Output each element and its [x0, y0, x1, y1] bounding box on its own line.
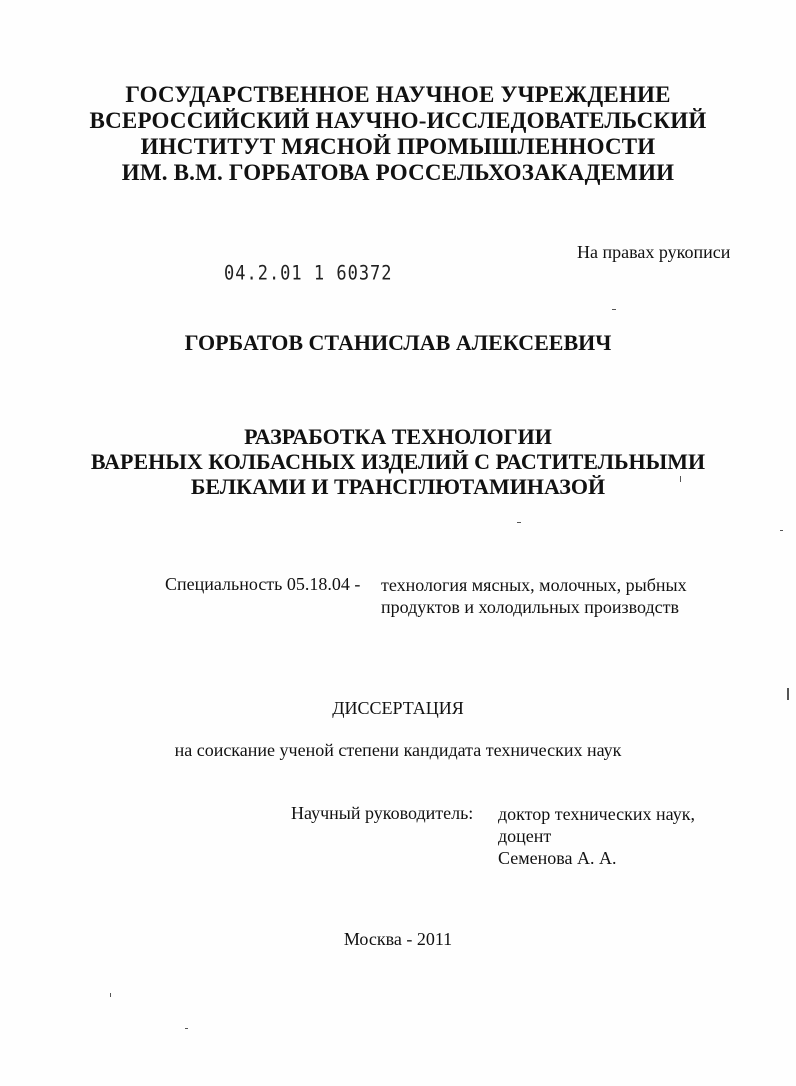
institution-line: ИНСТИТУТ МЯСНОЙ ПРОМЫШЛЕННОСТИ — [140, 134, 656, 159]
place-year-block — [0, 929, 796, 950]
institution-line: ИМ. В.М. ГОРБАТОВА РОССЕЛЬХОЗАКАДЕМИИ — [121, 160, 675, 185]
specialty-description — [381, 574, 687, 618]
supervisor-line: доктор технических наук, — [498, 804, 695, 824]
supervisor-details — [498, 803, 695, 869]
scan-speck — [680, 476, 681, 482]
institution-line: ГОСУДАРСТВЕННОЕ НАУЧНОЕ УЧРЕЖДЕНИЕ — [125, 82, 671, 107]
degree-line: на соискание ученой степени кандидата технических наук — [174, 740, 622, 760]
specialty-line: продуктов и холодильных производств — [381, 597, 680, 617]
registration-stamp: 04.2.01 1 60372 — [224, 262, 393, 285]
scan-speck — [110, 993, 111, 997]
rights-note: На правах рукописи — [577, 242, 731, 262]
scan-speck — [787, 688, 789, 700]
scan-speck — [612, 309, 616, 310]
supervisor-line: доцент — [498, 826, 552, 846]
institution-header — [0, 82, 796, 186]
scan-speck — [517, 522, 521, 523]
title-line: РАЗРАБОТКА ТЕХНОЛОГИИ — [244, 424, 552, 449]
degree-block — [0, 740, 796, 761]
supervisor-line: Семенова А. А. — [498, 848, 617, 868]
scan-speck — [185, 1028, 188, 1029]
specialty-line: технология мясных, молочных, рыбных — [381, 575, 687, 595]
document-type-block — [0, 698, 796, 719]
supervisor-label: Научный руководитель: — [291, 803, 474, 823]
author-name: ГОРБАТОВ СТАНИСЛАВ АЛЕКСЕЕВИЧ — [184, 330, 612, 355]
author-block — [0, 330, 796, 356]
place-year: Москва - 2011 — [343, 929, 453, 949]
specialty-label: Специальность 05.18.04 - — [165, 574, 361, 594]
dissertation-title — [0, 424, 796, 499]
title-line: БЕЛКАМИ И ТРАНСГЛЮТАМИНАЗОЙ — [190, 474, 606, 499]
document-type: ДИССЕРТАЦИЯ — [332, 698, 464, 718]
scan-speck — [780, 530, 783, 531]
title-line: ВАРЕНЫХ КОЛБАСНЫХ ИЗДЕЛИЙ С РАСТИТЕЛЬНЫМИ — [90, 449, 706, 474]
institution-line: ВСЕРОССИЙСКИЙ НАУЧНО-ИССЛЕДОВАТЕЛЬСКИЙ — [89, 108, 707, 133]
